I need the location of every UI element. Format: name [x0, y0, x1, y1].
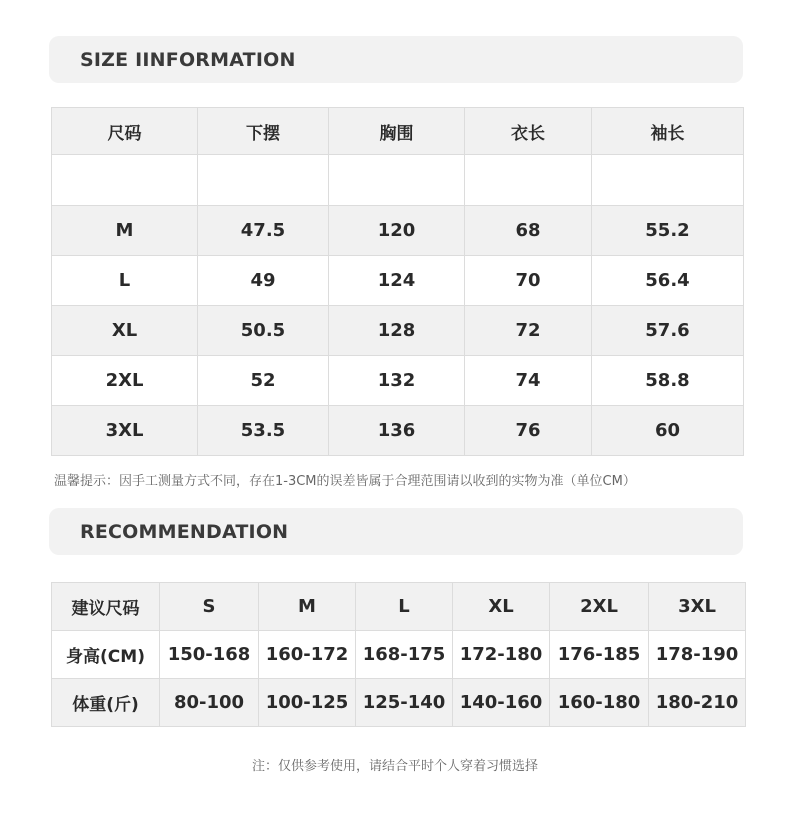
- height-cell: 168-175: [356, 631, 453, 679]
- length-cell: 72: [465, 306, 592, 356]
- empty-cell: [592, 155, 744, 206]
- header-hem: 下摆: [198, 108, 329, 155]
- chest-cell: 128: [329, 306, 465, 356]
- height-cell: 178-190: [649, 631, 746, 679]
- size-s-cell: S: [160, 583, 259, 631]
- table-spacer-row: [52, 155, 744, 206]
- row-label-height: 身高(CM): [52, 631, 160, 679]
- empty-cell: [465, 155, 592, 206]
- table-row: [52, 583, 746, 631]
- height-cell: 176-185: [550, 631, 649, 679]
- length-cell: 76: [465, 406, 592, 456]
- weight-cell: 180-210: [649, 679, 746, 727]
- row-label-size: 建议尺码: [52, 583, 160, 631]
- size-table: [51, 107, 744, 456]
- chest-cell: 132: [329, 356, 465, 406]
- table-row: [52, 631, 746, 679]
- size-3xl-cell: 3XL: [649, 583, 746, 631]
- height-cell: 150-168: [160, 631, 259, 679]
- length-cell: 74: [465, 356, 592, 406]
- size-table-header-row: [52, 108, 744, 155]
- sleeve-cell: 56.4: [592, 256, 744, 306]
- empty-cell: [198, 155, 329, 206]
- size-cell: M: [52, 206, 198, 256]
- hem-cell: 50.5: [198, 306, 329, 356]
- weight-cell: 100-125: [259, 679, 356, 727]
- size-information-header: SIZE IINFORMATION: [49, 36, 743, 83]
- hem-cell: 52: [198, 356, 329, 406]
- empty-cell: [52, 155, 198, 206]
- table-row: [52, 356, 744, 406]
- sleeve-cell: 57.6: [592, 306, 744, 356]
- recommendation-header: RECOMMENDATION: [49, 508, 743, 555]
- table-row: [52, 306, 744, 356]
- header-sleeve: 袖长: [592, 108, 744, 155]
- table-row: [52, 206, 744, 256]
- header-size: 尺码: [52, 108, 198, 155]
- weight-cell: 140-160: [453, 679, 550, 727]
- height-cell: 172-180: [453, 631, 550, 679]
- chest-cell: 124: [329, 256, 465, 306]
- size-cell: 2XL: [52, 356, 198, 406]
- sleeve-cell: 58.8: [592, 356, 744, 406]
- length-cell: 68: [465, 206, 592, 256]
- sleeve-cell: 55.2: [592, 206, 744, 256]
- size-m-cell: M: [259, 583, 356, 631]
- hem-cell: 53.5: [198, 406, 329, 456]
- table-row: [52, 406, 744, 456]
- recommendation-table: [51, 582, 746, 727]
- table-row: [52, 256, 744, 306]
- empty-cell: [329, 155, 465, 206]
- size-xl-cell: XL: [453, 583, 550, 631]
- table-row: [52, 679, 746, 727]
- header-chest: 胸围: [329, 108, 465, 155]
- weight-cell: 125-140: [356, 679, 453, 727]
- chest-cell: 136: [329, 406, 465, 456]
- size-l-cell: L: [356, 583, 453, 631]
- weight-cell: 80-100: [160, 679, 259, 727]
- row-label-weight: 体重(斤): [52, 679, 160, 727]
- header-length: 衣长: [465, 108, 592, 155]
- sleeve-cell: 60: [592, 406, 744, 456]
- size-2xl-cell: 2XL: [550, 583, 649, 631]
- size-cell: L: [52, 256, 198, 306]
- chest-cell: 120: [329, 206, 465, 256]
- length-cell: 70: [465, 256, 592, 306]
- measurement-note: 温馨提示：因手工测量方式不同，存在1-3CM的误差皆属于合理范围请以收到的实物为准（单位CM）: [54, 474, 636, 489]
- height-cell: 160-172: [259, 631, 356, 679]
- reference-note: 注：仅供参考使用，请结合平时个人穿着习惯选择: [251, 759, 538, 774]
- weight-cell: 160-180: [550, 679, 649, 727]
- hem-cell: 47.5: [198, 206, 329, 256]
- size-cell: 3XL: [52, 406, 198, 456]
- hem-cell: 49: [198, 256, 329, 306]
- size-cell: XL: [52, 306, 198, 356]
